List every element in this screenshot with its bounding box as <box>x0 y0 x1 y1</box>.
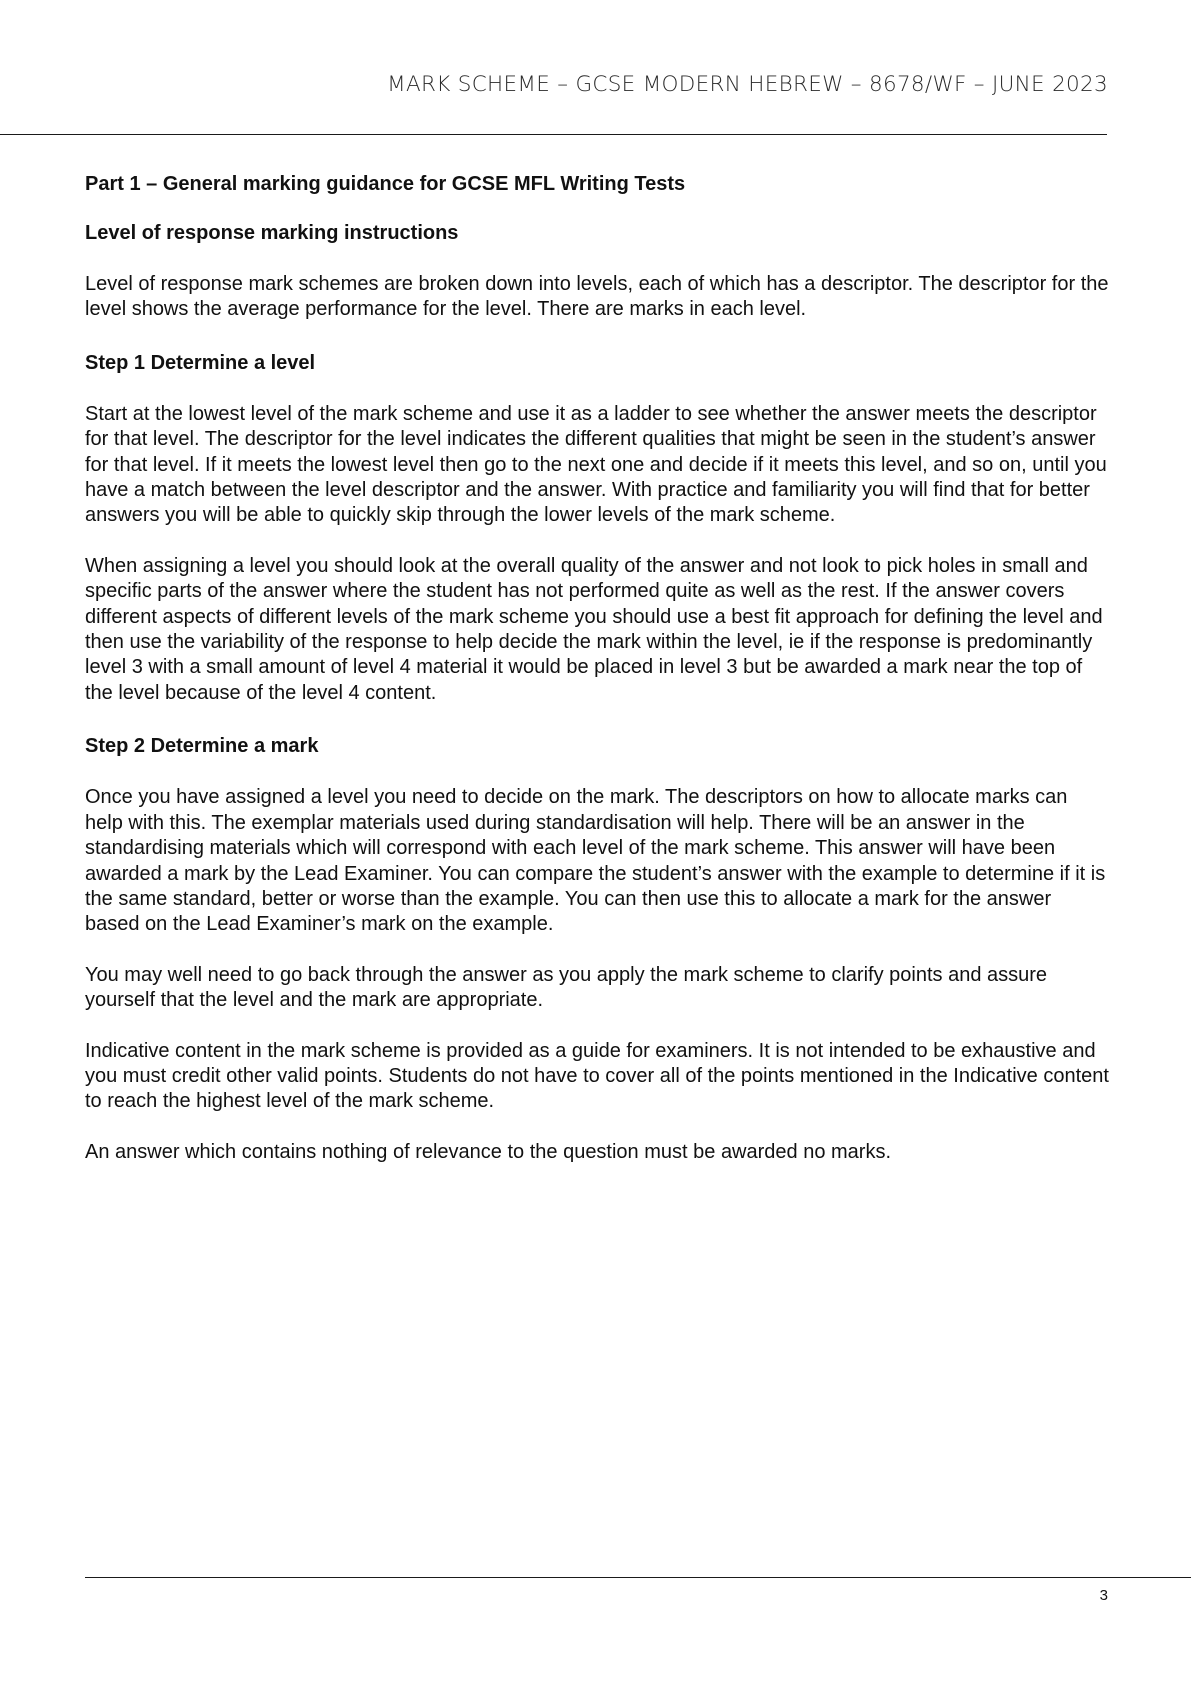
step1-title: Step 1 Determine a level <box>85 351 316 374</box>
step2-title: Step 2 Determine a mark <box>85 735 319 758</box>
step2-paragraph-2: You may well need to go back through the answer as you apply the mark scheme to clarify points and assure yourself that the level and the mark are appropriate. <box>85 963 1048 1012</box>
section-title: Level of response marking instructions <box>85 222 459 244</box>
page-header-title: MARK SCHEME – GCSE MODERN HEBREW – 8678/WF – JUNE 2023 <box>387 72 1108 97</box>
step1-paragraph-2: When assigning a level you should look at the overall quality of the answer and not look to pick holes in small and specific parts of the answer where the student has not performed quite as well as the rest. If the answer covers different aspects of different levels of the mark scheme you should use a best fit approach for defining the level and then use the variability of the response to help decide the mark within the level, ie if the response is predominantly level 3 with a small amount of level 4 material it would be placed in level 3 but be awarded a mark near the top of the level because of the level 4 content. <box>85 554 1103 704</box>
header-divider <box>0 134 1107 135</box>
step1-paragraph-1: Start at the lowest level of the mark scheme and use it as a ladder to see whether the answer meets the descriptor for that level. The descriptor for the level indicates the different qualities that might be seen in the student’s answer for that level. If it meets the lowest level then go to the next one and decide if it meets this level, and so on, until you have a match between the level descriptor and the answer. With practice and familiarity you will find that for better answers you will be able to quickly skip through the lower levels of the mark scheme. <box>85 402 1107 527</box>
step2-paragraph-3: Indicative content in the mark scheme is provided as a guide for examiners. It is not intended to be exhaustive and you must credit other valid points. Students do not have to cover all of the points mentioned in the Indicative content to reach the highest level of the mark scheme. <box>85 1039 1109 1113</box>
document-body <box>85 171 1110 1165</box>
step2-paragraph-1: Once you have assigned a level you need to decide on the mark. The descriptors on how to allocate marks can help with this. The exemplar materials used during standardisation will help. There will be an answer in the standardising materials which will correspond with each level of the mark scheme. This answer will have been awarded a mark by the Lead Examiner. You can compare the student’s answer with the example to determine if it is the same standard, better or worse than the example. You can then use this to allocate a mark for the answer based on the Lead Examiner’s mark on the example. <box>85 786 1106 936</box>
footer-divider <box>85 1577 1191 1578</box>
page-number: 3 <box>1099 1587 1108 1604</box>
part-title: Part 1 – General marking guidance for GCSE MFL Writing Tests <box>85 173 686 195</box>
intro-paragraph: Level of response mark schemes are broken down into levels, each of which has a descriptor. The descriptor for the level shows the average performance for the level. There are marks in each level. <box>85 273 1109 321</box>
step2-paragraph-4: An answer which contains nothing of relevance to the question must be awarded no marks. <box>85 1140 892 1163</box>
